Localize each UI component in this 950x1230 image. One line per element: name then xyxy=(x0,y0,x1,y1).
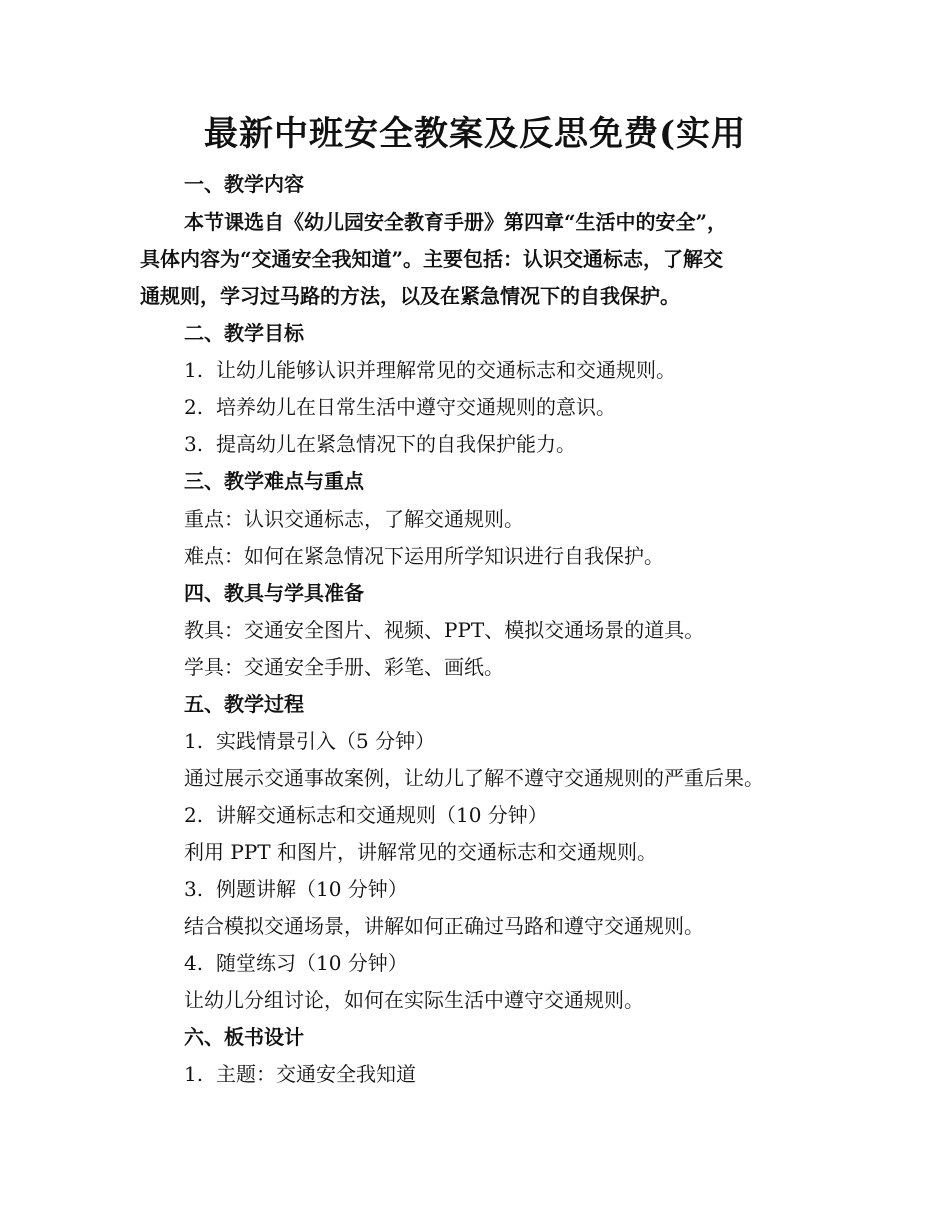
list-item xyxy=(184,393,616,421)
list-number: 3. xyxy=(184,432,204,456)
list-text: 例题讲解（10 分钟） xyxy=(216,877,408,901)
list-item xyxy=(184,430,576,458)
paragraph-line: 本节课选自《幼儿园安全教育手册》第四章“生活中的安全”， xyxy=(184,210,728,234)
step-description: 让幼儿分组讨论，如何在实际生活中遵守交通规则。 xyxy=(184,988,644,1012)
difficult-point-text: 难点：如何在紧急情况下运用所学知识进行自我保护。 xyxy=(184,544,664,568)
list-number: 1. xyxy=(184,729,204,753)
list-text: 培养幼儿在日常生活中遵守交通规则的意识。 xyxy=(216,395,616,419)
list-number: 4. xyxy=(184,951,204,975)
list-number: 3. xyxy=(184,877,204,901)
list-text: 让幼儿能够认识并理解常见的交通标志和交通规则。 xyxy=(216,358,676,382)
section-heading-objectives: 二、教学目标 xyxy=(184,321,304,345)
list-text: 主题：交通安全我知道 xyxy=(216,1062,416,1086)
document-title: 最新中班安全教案及反思免费(实用 xyxy=(203,114,747,154)
list-item xyxy=(184,949,408,977)
list-item xyxy=(184,875,408,903)
list-item xyxy=(184,727,435,755)
list-number: 2. xyxy=(184,803,204,827)
list-item xyxy=(184,801,548,829)
list-text: 实践情景引入（5 分钟） xyxy=(216,729,436,753)
step-description: 通过展示交通事故案例，让幼儿了解不遵守交通规则的严重后果。 xyxy=(184,766,764,790)
section-heading-key-points: 三、教学难点与重点 xyxy=(184,469,364,493)
list-item xyxy=(184,1060,416,1088)
section-heading-content: 一、教学内容 xyxy=(184,172,304,196)
section-heading-materials: 四、教具与学具准备 xyxy=(184,581,364,605)
list-text: 讲解交通标志和交通规则（10 分钟） xyxy=(216,803,548,827)
section-heading-board-design: 六、板书设计 xyxy=(184,1025,304,1049)
list-number: 2. xyxy=(184,395,204,419)
list-item xyxy=(184,356,676,384)
paragraph-line: 通规则，学习过马路的方法，以及在紧急情况下的自我保护。 xyxy=(140,284,680,308)
list-number: 1. xyxy=(184,358,204,382)
paragraph-line: 具体内容为“交通安全我知道”。主要包括：认识交通标志，了解交 xyxy=(140,247,724,271)
list-text: 随堂练习（10 分钟） xyxy=(216,951,408,975)
teaching-aids-text: 教具：交通安全图片、视频、PPT、模拟交通场景的道具。 xyxy=(184,618,705,642)
learning-aids-text: 学具：交通安全手册、彩笔、画纸。 xyxy=(184,655,504,679)
section-heading-process: 五、教学过程 xyxy=(184,692,304,716)
step-description: 结合模拟交通场景，讲解如何正确过马路和遵守交通规则。 xyxy=(184,914,704,938)
list-text: 提高幼儿在紧急情况下的自我保护能力。 xyxy=(216,432,576,456)
key-point-text: 重点：认识交通标志，了解交通规则。 xyxy=(184,507,524,531)
list-number: 1. xyxy=(184,1062,204,1086)
step-description: 利用 PPT 和图片，讲解常见的交通标志和交通规则。 xyxy=(184,840,657,864)
